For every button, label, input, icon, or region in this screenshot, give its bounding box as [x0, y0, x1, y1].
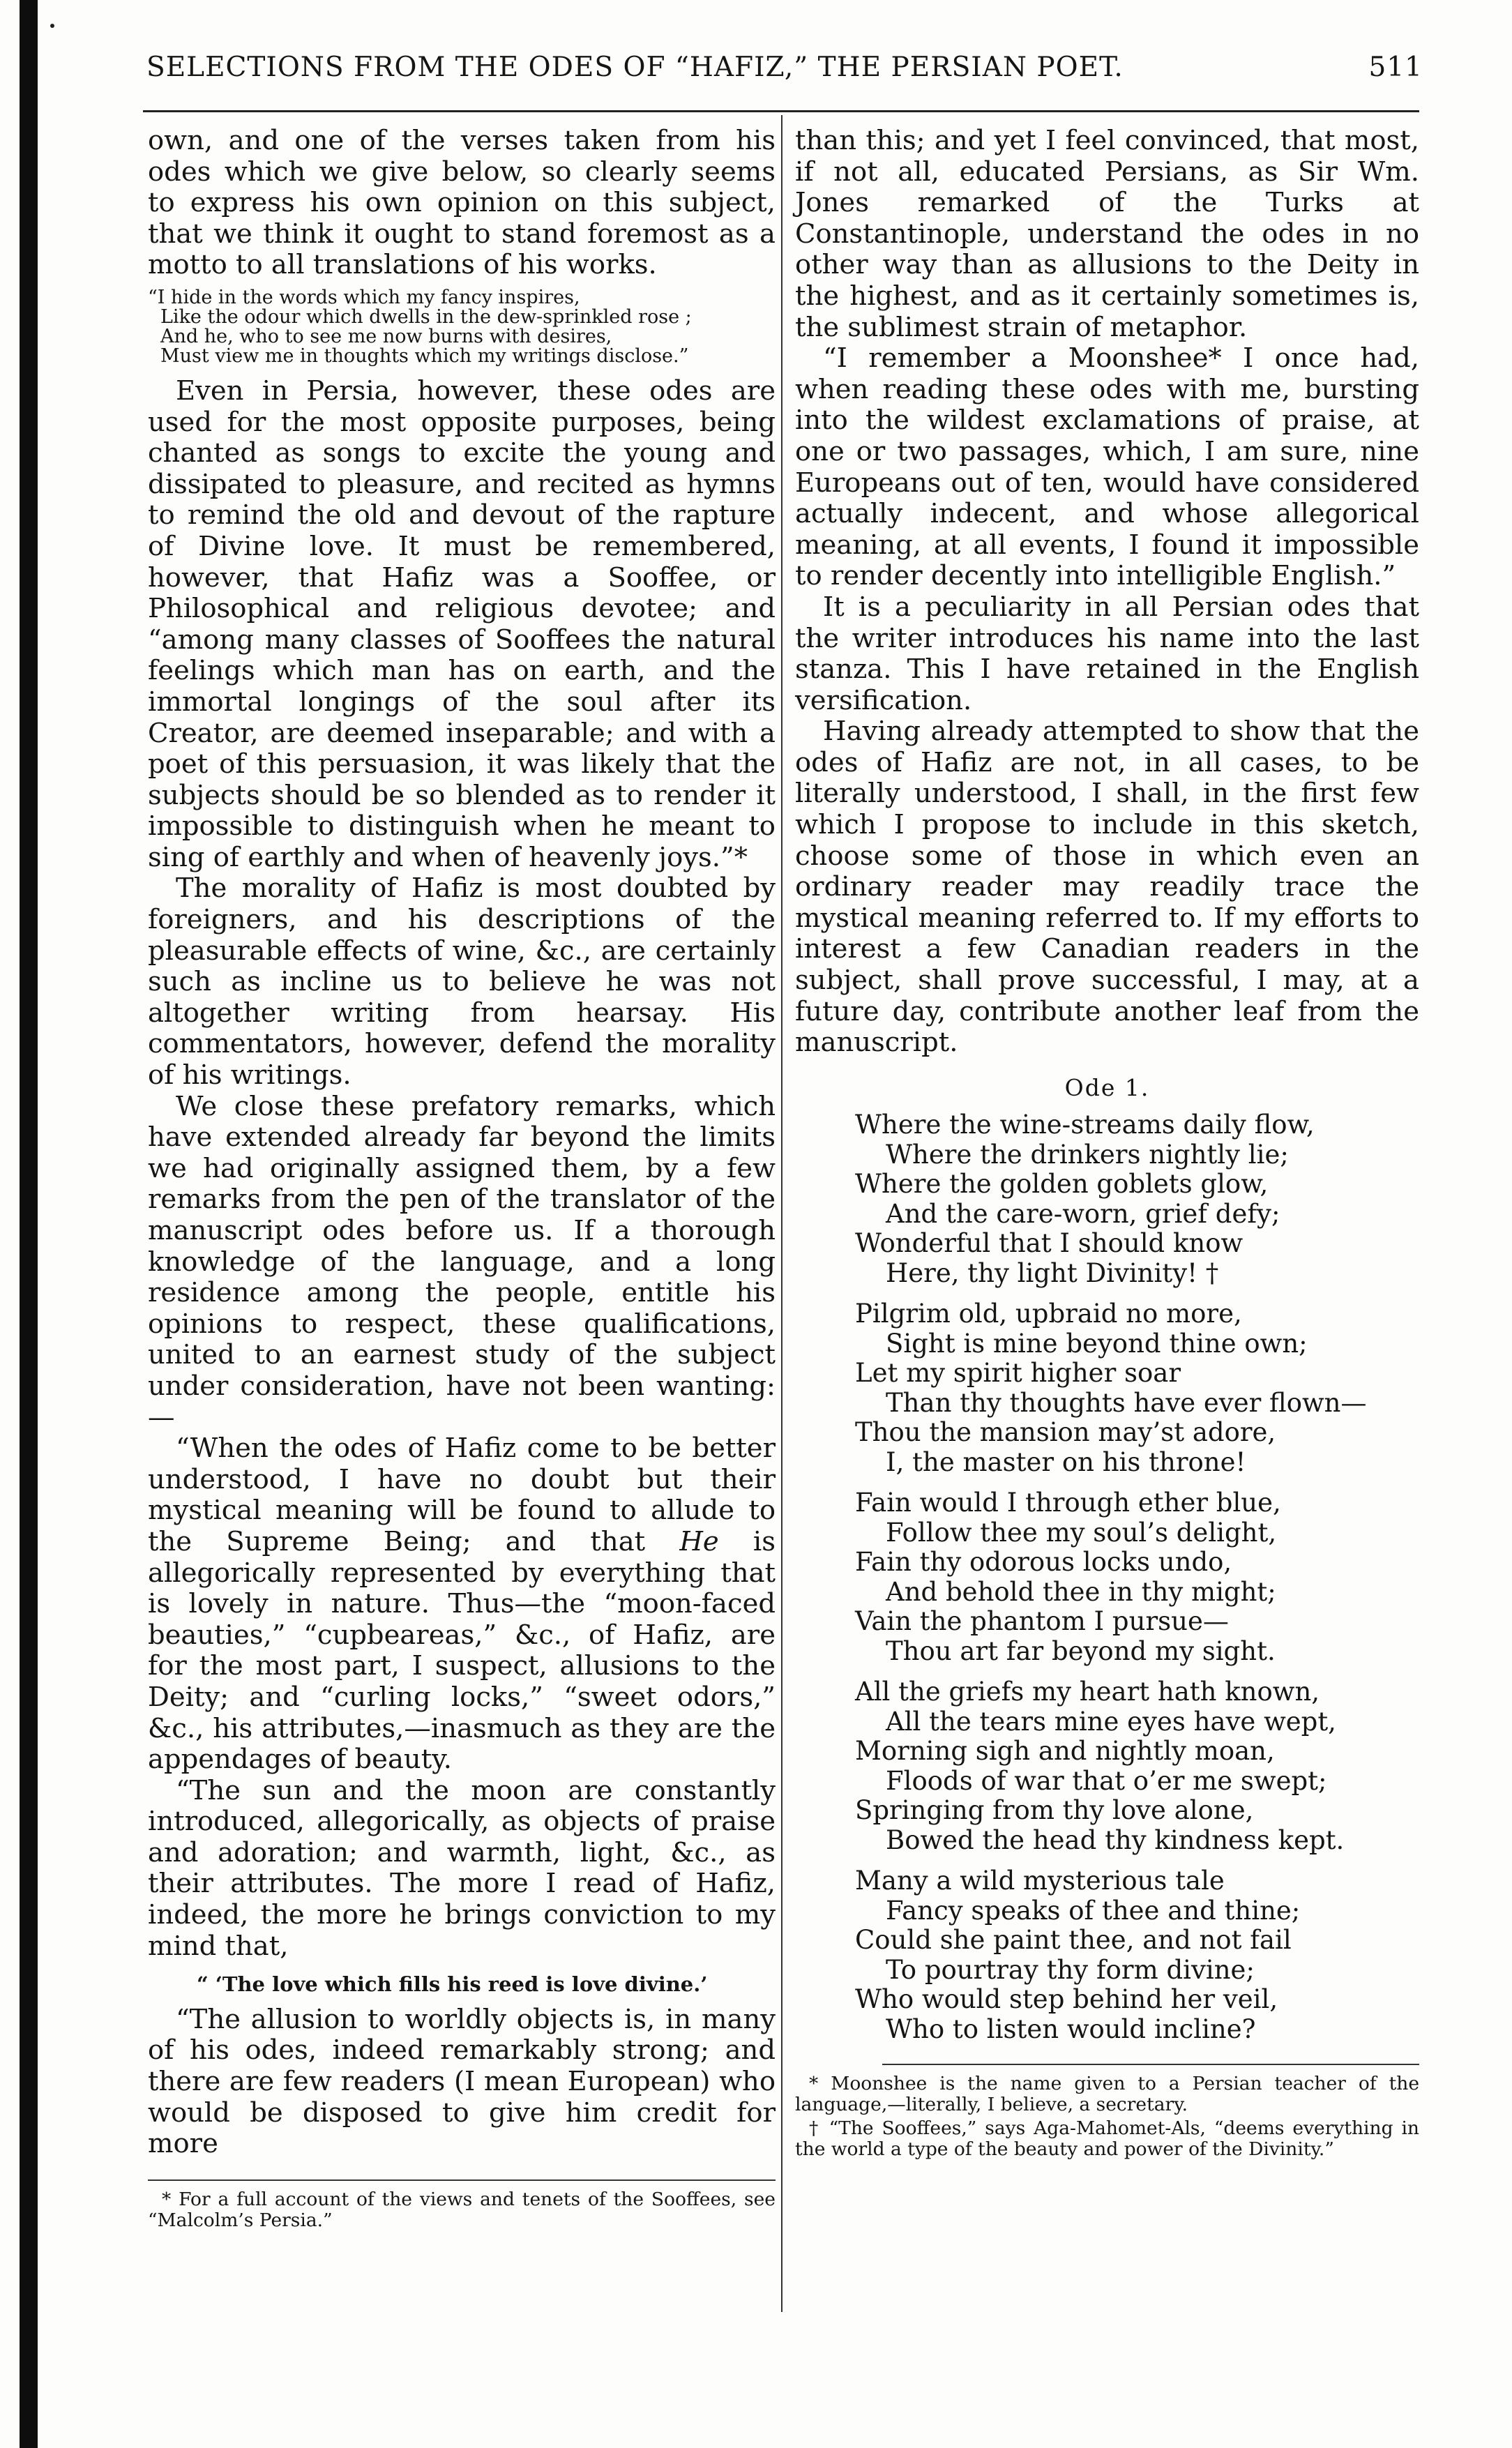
- paragraph: “I remember a Moonshee* I once had, when reading these odes with me, bursting into the wildest exclamations of praise, at one or two passages, which, I am sure, nine Europeans out of ten, would have considered actually indecent, and whose allegorical meaning, at all events, I found it impossible to render decently into intelligible English.”: [795, 342, 1419, 592]
- verse-line: Like the odour which dwells in the dew-sprinkled rose ;: [160, 305, 692, 328]
- verse-line: Wonderful that I should know: [855, 1228, 1243, 1259]
- verse-line: Fain thy odorous locks undo,: [855, 1547, 1232, 1578]
- verse-line: Must view me in thoughts which my writings disclose.”: [160, 345, 689, 367]
- footnote: * For a full account of the views and tenets of the Sooffees, see “Malcolm’s Persia.”: [148, 2188, 776, 2231]
- paragraph: than this; and yet I feel convinced, that most, if not all, educated Persians, as Sir Wm. Jones remarked of the Turks at Constantinople, understand the odes in no other way than as allusions to the Deity in the highest, and as it certainly sometimes is, the sublimest strain of metaphor.: [795, 125, 1419, 343]
- running-title: SELECTIONS FROM THE ODES OF “HAFIZ,” THE PERSIAN POET.: [146, 52, 1124, 83]
- stanza: [855, 1866, 1419, 2044]
- verse-line: Vain the phantom I pursue—: [855, 1606, 1229, 1637]
- stanza: [855, 1677, 1419, 1855]
- stanza: [855, 1299, 1419, 1477]
- emphasis: He: [679, 1525, 719, 1557]
- paragraph: [148, 1433, 776, 1776]
- left-column: [148, 126, 776, 2234]
- verse-line: Pilgrim old, upbraid no more,: [855, 1299, 1242, 1329]
- verse-line: Where the wine-streams daily flow,: [855, 1110, 1315, 1140]
- footnote-rule: [148, 2179, 776, 2181]
- paragraph: It is a peculiarity in all Persian odes that the writer introduces his name into the last stanza. This I have retained in the English versification.: [795, 591, 1419, 716]
- verse-line: Here, thy light Divinity! †: [886, 1257, 1219, 1288]
- verse-line: Who to listen would incline?: [886, 2013, 1256, 2044]
- verse-line: Fain would I through ether blue,: [855, 1488, 1281, 1518]
- verse-line: Thou the mansion may’st adore,: [855, 1417, 1276, 1448]
- ink-speck: [50, 24, 54, 28]
- verse-line: And he, who to see me now burns with desires,: [160, 325, 612, 347]
- verse-line: Fancy speaks of thee and thine;: [886, 1895, 1301, 1926]
- motto-verse: [148, 288, 776, 366]
- verse-line: Morning sigh and nightly moan,: [855, 1736, 1275, 1767]
- verse-line: “I hide in the words which my fancy inspires,: [148, 286, 580, 308]
- book-spine: [20, 0, 38, 2448]
- stanza: [855, 1110, 1419, 1288]
- verse-line: Than thy thoughts have ever flown—: [886, 1387, 1367, 1418]
- verse-line: Could she paint thee, and not fail: [855, 1925, 1292, 1956]
- verse-line: Follow thee my soul’s delight,: [886, 1517, 1277, 1548]
- verse-line: To pourtray thy form divine;: [886, 1954, 1255, 1985]
- verse-line: All the tears mine eyes have wept,: [886, 1706, 1336, 1737]
- verse-line: Floods of war that o’er me swept;: [886, 1765, 1327, 1796]
- paragraph: own, and one of the verses taken from his odes which we give below, so clearly seems to express his own opinion on this subject, that we think it ought to stand foremost as a motto to all translations of his works.: [148, 125, 776, 281]
- verse-line: Who would step behind her veil,: [855, 1984, 1278, 2015]
- text-run: is allegorically represented by everything that is lovely in nature. Thus—the “moon-faced beauties,” “cupbeareas,” &c., of Hafiz, are for the most part, I suspect, allusions to the Deity; and “curling locks,” “sweet odors,” &c., his attributes,—inasmuch as they are the appendages of beauty.: [148, 1525, 776, 1776]
- verse-line: Where the drinkers nightly lie;: [886, 1139, 1289, 1170]
- verse-line: Where the golden goblets glow,: [855, 1169, 1269, 1200]
- right-column: [795, 126, 1419, 2163]
- header-rule: [143, 110, 1419, 112]
- paragraph: The morality of Hafiz is most doubted by foreigners, and his descriptions of the pleasurable effects of wine, &c., are certainly such as incline us to believe he was not altogether writing from hearsay. His commentators, however, defend the morality of his writings.: [148, 872, 776, 1091]
- paragraph: Having already attempted to show that the odes of Hafiz are not, in all cases, to be literally understood, I shall, in the first few which I propose to include in this sketch, choose some of those in which even an ordinary reader may readily trace the mystical meaning referred to. If my efforts to interest a few Canadian readers in the subject, shall prove successful, I may, at a future day, contribute another leaf from the manuscript.: [795, 716, 1419, 1059]
- verse-line: Many a wild mysterious tale: [855, 1866, 1225, 1896]
- column-divider: [781, 115, 783, 2312]
- verse-line: Bowed the head thy kindness kept.: [886, 1824, 1345, 1855]
- paragraph: “The sun and the moon are constantly introduced, allegorically, as objects of praise and adoration; and warmth, light, &c., as their attributes. The more I read of Hafiz, indeed, the more he brings conviction to my mind that,: [148, 1774, 776, 1962]
- verse-line: And behold thee in thy might;: [886, 1576, 1276, 1607]
- verse-line: Thou art far beyond my sight.: [886, 1635, 1276, 1666]
- verse-line: Let my spirit higher soar: [855, 1358, 1181, 1389]
- quoted-line: “ ‘The love which fills his reed is love divine.’: [197, 1972, 708, 1997]
- verse-line: And the care-worn, grief defy;: [886, 1198, 1280, 1229]
- stanza: [855, 1488, 1419, 1666]
- verse-line: All the griefs my heart hath known,: [855, 1677, 1320, 1707]
- text-run: “When the odes of Hafiz come to be better understood, I have no doubt but their mystical meaning will be found to allude to the Supreme Being; and that: [148, 1433, 776, 1557]
- verse-line: Springing from thy love alone,: [855, 1795, 1254, 1826]
- ode-title: Ode 1.: [1064, 1073, 1150, 1101]
- page-number: 511: [1368, 52, 1423, 83]
- verse-line: Sight is mine beyond thine own;: [886, 1328, 1308, 1359]
- verse-line: I, the master on his throne!: [886, 1446, 1246, 1477]
- paragraph: Even in Persia, however, these odes are used for the most opposite purposes, being chanted as songs to excite the young and dissipated to pleasure, and recited as hymns to remind the old and devout of the rapture of Divine love. It must be remembered, however, that Hafiz was a Sooffee, or Philosophical and religious devotee; and “among many classes of Sooffees the natural feelings which man has on earth, and the immortal longings of the soul after its Creator, are deemed inseparable; and with a poet of this persuasion, it was likely that the subjects should be so blended as to render it impossible to distinguish when he meant to sing of earthly and when of heavenly joys.”*: [148, 375, 776, 873]
- footnote: * Moonshee is the name given to a Persian teacher of the language,—literally, I believe, a secretary.: [795, 2073, 1419, 2116]
- running-head: [146, 52, 1423, 83]
- paragraph: “The allusion to worldly objects is, in many of his odes, indeed remarkably strong; and there are few readers (I mean European) who would be disposed to give him credit for more: [148, 2003, 776, 2160]
- footnote-rule: [882, 2064, 1419, 2065]
- footnote: † “The Sooffees,” says Aga-Mahomet-Als, “deems everything in the world a type of the beauty and power of the Divinity.”: [795, 2117, 1419, 2161]
- paragraph: We close these prefatory remarks, which have extended already far beyond the limits we had originally assigned them, by a few remarks from the pen of the translator of the manuscript odes before us. If a thorough knowledge of the language, and a long residence among the people, entitle his opinions to respect, these qualifications, united to an earnest study of the subject under consideration, have not been wanting:—: [148, 1090, 776, 1433]
